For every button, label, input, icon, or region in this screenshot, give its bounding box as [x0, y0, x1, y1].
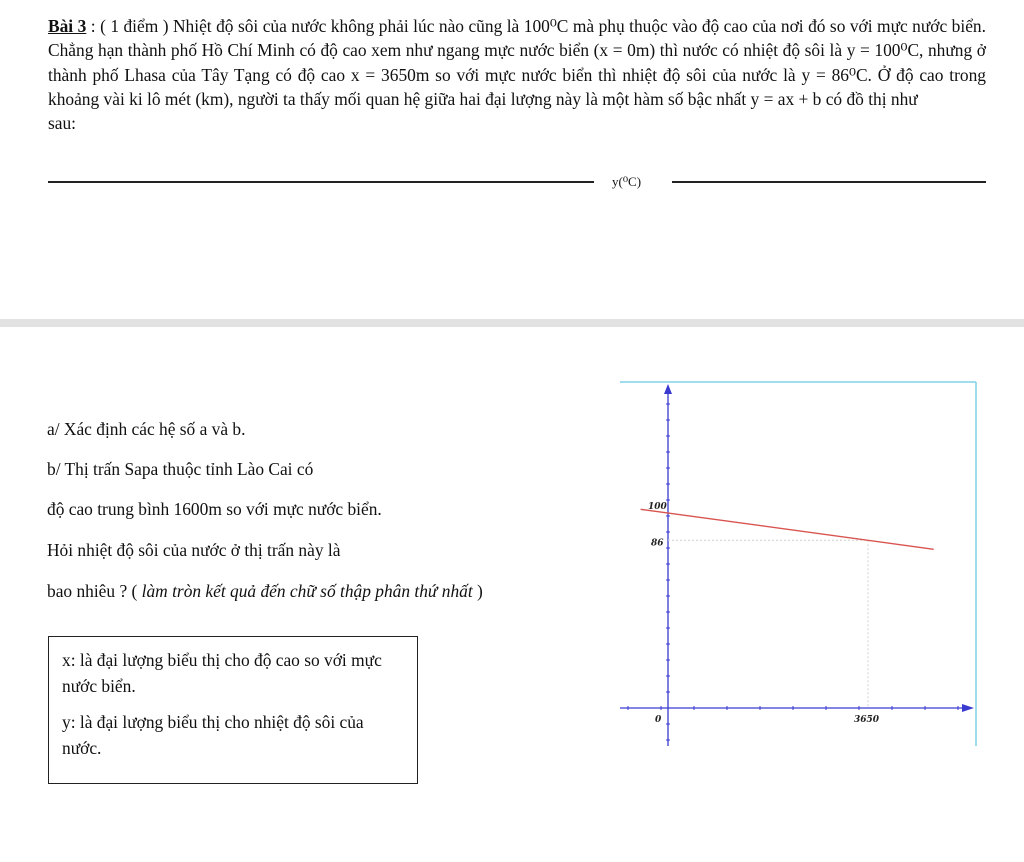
- definition-y: y: là đại lượng biểu thị cho nhiệt độ sôi của nước.: [62, 712, 364, 758]
- problem-title: Bài 3: [48, 16, 87, 36]
- problem-line-1: : ( 1 điểm ) Nhiệt độ sôi của nước không phải lúc nào cũng là 100⁰C mà phụ thuộc vào độ cao của: [90, 16, 777, 36]
- question-b-line-2: độ cao trung bình 1600m so với mực nước biển.: [47, 499, 382, 519]
- y-axis-label-top: y(⁰C): [612, 174, 642, 189]
- question-b-line-3: Hỏi nhiệt độ sôi của nước ở thị trấn này là: [47, 540, 341, 560]
- question-b-line-1: b/ Thị trấn Sapa thuộc tỉnh Lào Cai có: [47, 459, 314, 479]
- problem-line-3: biển (x = 0m) thì nước có nhiệt độ sôi là y = 100⁰C, nhưng ở thành phố Lhasa của Tây Tạng có độ cao x =: [48, 40, 986, 85]
- problem-line-4: 3650m so với mực nước biển thì nhiệt độ sôi của nước là y = 86⁰C. Ở độ cao trong khoảng vài ki lô mét: [48, 64, 986, 109]
- question-a: a/ Xác định các hệ số a và b.: [47, 419, 246, 439]
- question-b-prefix: bao nhiêu ? (: [47, 581, 142, 601]
- y-tick-label-100: 100: [648, 502, 667, 512]
- problem-statement: [48, 14, 986, 135]
- divider-right: [672, 181, 986, 183]
- x-axis-arrow: [962, 704, 974, 712]
- definitions-box: [48, 636, 418, 784]
- divider-left: [48, 181, 594, 183]
- origin-label: 0: [655, 715, 662, 725]
- boiling-point-graph: [610, 376, 990, 756]
- page-separator: [0, 319, 1024, 327]
- question-b-suffix: ): [472, 581, 483, 601]
- problem-line-5: (km), người ta thấy mối quan hệ giữa hai đại lượng này là một hàm số bậc nhất y = ax + b có đồ thị như: [195, 88, 918, 109]
- problem-line-2: nơi đó so với mực nước biển. Chẳng hạn thành phố Hồ Chí Minh có độ cao xem như ngang mực nước: [48, 16, 986, 61]
- series-line: [641, 509, 934, 549]
- problem-line-6: sau:: [48, 113, 77, 134]
- rounding-note: làm tròn kết quả đến chữ số thập phân thứ nhất: [141, 581, 473, 601]
- question-b-line-4: [47, 580, 483, 602]
- y-tick-label-86: 86: [651, 538, 664, 549]
- x-tick-label-3650: 3650: [854, 715, 880, 725]
- definition-x: x: là đại lượng biểu thị cho độ cao so với mực nước biển.: [62, 650, 382, 696]
- y-axis-arrow: [664, 384, 672, 394]
